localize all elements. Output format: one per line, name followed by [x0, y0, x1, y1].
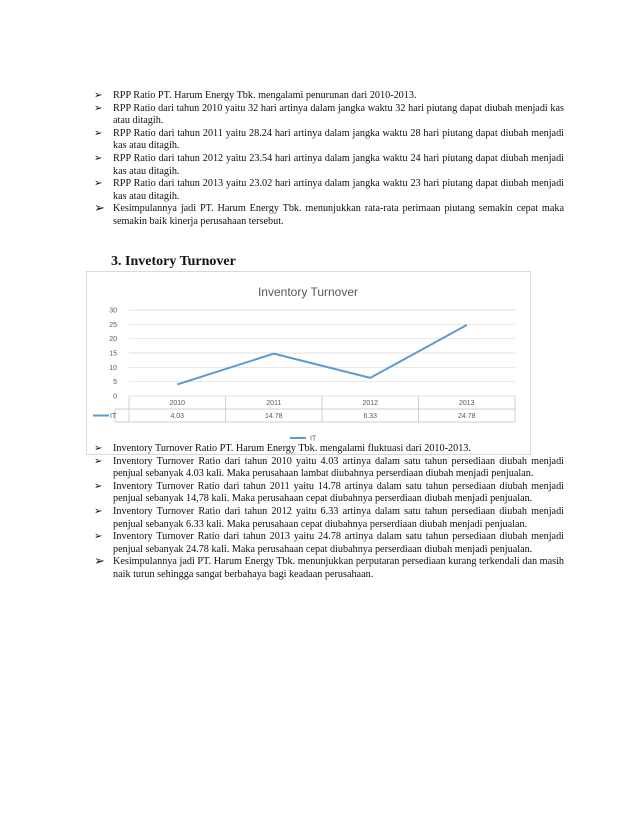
y-axis-ticks [109, 308, 117, 401]
legend-label: IT [310, 435, 317, 443]
arrow-bullet-icon: ➢ [94, 480, 103, 492]
chart-grid [129, 310, 515, 396]
x-tick-label: 2012 [362, 400, 379, 407]
arrow-bullet-icon: ➢ [94, 505, 103, 517]
bullet-text: Inventory Turnover Ratio dari tahun 2012 yaitu 6.33 artinya dalam satu tahun persediaan diubah menjadi penjual sebanyak 6.33 kali. Maka perusahaan cepat diubahnya perserdiaan diubah menjadi penjualan. [113, 505, 564, 530]
data-label: 6.33 [363, 413, 378, 420]
y-tick-label: 25 [109, 321, 117, 329]
table-series-name: IT [110, 413, 117, 420]
inventory-turnover-chart [86, 271, 531, 455]
list-item [94, 90, 564, 103]
list-item [94, 103, 564, 128]
arrow-bullet-icon: ➢ [94, 102, 103, 114]
y-tick-label: 20 [109, 336, 117, 344]
arrow-bullet-icon: ➢ [94, 127, 103, 139]
arrow-bullet-icon: ➢ [94, 152, 103, 164]
data-label: 24.78 [457, 413, 476, 420]
list-item [94, 553, 564, 581]
y-tick-label: 30 [109, 307, 117, 315]
bullet-text: RPP Ratio dari tahun 2011 yaitu 28.24 hari artinya dalam jangka waktu 28 hari piutang dapat diubah menjadi kas atau ditagih. [113, 127, 564, 152]
bullet-text: Inventory Turnover Ratio PT. Harum Energy Tbk. mengalami fluktuasi dari 2010-2013. [113, 443, 471, 454]
bullet-text: RPP Ratio PT. Harum Energy Tbk. mengalami penurunan dari 2010-2013. [113, 90, 417, 101]
list-item [94, 481, 564, 506]
chart-title: Inventory Turnover [257, 285, 359, 299]
bullet-text: RPP Ratio dari tahun 2012 yaitu 23.54 hari artinya dalam jangka waktu 24 hari piutang dapat diubah menjadi kas atau ditagih. [113, 152, 564, 177]
data-label: 4.03 [170, 413, 185, 420]
series-line-it [177, 325, 467, 384]
bullet-text: Kesimpulannya jadi PT. Harum Energy Tbk. menunjukkan perputaran persediaan kurang terkendali dan masih naik turun sehingga sangat berbahaya bagi keadaan perusahaan. [113, 556, 564, 580]
inventory-bullet-list [94, 443, 564, 582]
arrow-bullet-icon: ➢ [94, 90, 103, 101]
list-item [94, 531, 564, 556]
list-item [94, 456, 564, 481]
x-tick-label: 2010 [169, 400, 186, 407]
arrow-bullet-icon: ➢ [94, 455, 103, 467]
list-item [94, 153, 564, 178]
arrow-bullet-icon: ➢ [94, 443, 103, 454]
bullet-text: Inventory Turnover Ratio dari tahun 2013 yaitu 24.78 artinya dalam satu tahun persediaan diubah menjadi penjual sebanyak 24.78 kali. Maka perusahaan cepat diubahnya perserdiaan diubah menjadi penjualan. [113, 531, 564, 555]
bullet-text: RPP Ratio dari tahun 2010 yaitu 32 hari artinya dalam jangka waktu 32 hari piutang dapat diubah menjadi kas atau ditagih. [113, 102, 564, 127]
section-heading: 3. Invetory Turnover [111, 254, 236, 269]
bullet-text: Inventory Turnover Ratio dari tahun 2010 yaitu 4.03 artinya dalam satu tahun persediaan diubah menjadi penjual sebanyak 4.03 kali. Maka perusahaan lambat diubahnya perserdiaan diubah menjadi penjualan. [113, 455, 564, 480]
chart-data-table [93, 393, 515, 422]
rpp-bullet-list [94, 90, 564, 229]
chart-legend [290, 436, 317, 443]
arrow-bullet-icon: ➢ [94, 200, 105, 216]
y-tick-label: 10 [109, 364, 117, 372]
arrow-bullet-icon: ➢ [94, 531, 103, 543]
x-tick-label: 2013 [458, 400, 475, 407]
bullet-text: Kesimpulannya jadi PT. Harum Energy Tbk. menunjukkan rata-rata perimaan piutang semakin cepat maka semakin baik kinerja perusahaan tersebut. [113, 203, 564, 227]
y-tick-label: 5 [113, 379, 117, 387]
list-item [94, 200, 564, 228]
x-tick-label: 2011 [266, 400, 282, 407]
list-item [94, 443, 564, 456]
list-item [94, 178, 564, 203]
y-tick-label: 15 [109, 350, 117, 358]
chart-svg [87, 272, 530, 454]
data-label: 14.78 [264, 413, 283, 420]
y-tick-label: 0 [113, 393, 117, 401]
bullet-text: RPP Ratio dari tahun 2013 yaitu 23.02 hari artinya dalam jangka waktu 23 hari piutang dapat diubah menjadi kas atau ditagih. [113, 178, 564, 202]
arrow-bullet-icon: ➢ [94, 178, 103, 190]
list-item [94, 128, 564, 153]
bullet-text: Inventory Turnover Ratio dari tahun 2011 yaitu 14.78 artinya dalam satu tahun persediaan diubah menjadi penjual sebanyak 14,78 kali. Maka perusahaan cepat diubahnya perserdiaan diubah menjadi penjualan. [113, 480, 564, 505]
chart-series [177, 325, 467, 384]
list-item [94, 506, 564, 531]
arrow-bullet-icon: ➢ [94, 553, 105, 569]
